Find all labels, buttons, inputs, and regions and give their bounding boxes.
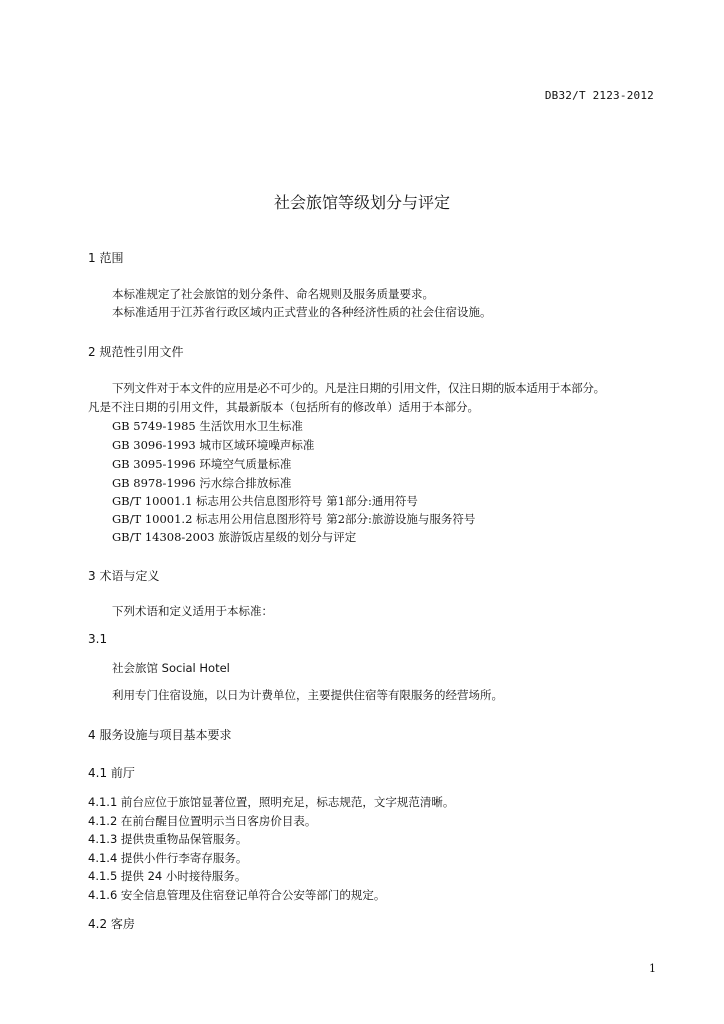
section-heading-4: 4 服务设施与项目基本要求 bbox=[88, 728, 232, 742]
clause-item: 4.1.2 在前台醒目位置明示当日客房价目表。 bbox=[88, 814, 317, 828]
term-definition: 利用专门住宿设施，以日为计费单位，主要提供住宿等有限服务的经营场所。 bbox=[112, 688, 503, 702]
paragraph: 凡是不注日期的引用文件，其最新版本（包括所有的修改单）适用于本部分。 bbox=[88, 400, 479, 414]
section-heading-2: 2 规范性引用文件 bbox=[88, 345, 184, 359]
clause-item: 4.1.3 提供贵重物品保管服务。 bbox=[88, 832, 248, 846]
reference-item: GB 8978-1996 污水综合排放标准 bbox=[112, 476, 292, 490]
section-heading-1: 1 范围 bbox=[88, 251, 124, 265]
paragraph: 本标准适用于江苏省行政区域内正式营业的各种经济性质的社会住宿设施。 bbox=[112, 305, 492, 319]
paragraph: 下列文件对于本文件的应用是必不可少的。凡是注日期的引用文件，仅注日期的版本适用于本部分。 bbox=[112, 381, 605, 395]
page-number: 1 bbox=[649, 962, 656, 975]
reference-item: GB 5749-1985 生活饮用水卫生标准 bbox=[112, 419, 303, 433]
clause-item: 4.1.6 安全信息管理及住宿登记单符合公安等部门的规定。 bbox=[88, 888, 386, 902]
page-title: 社会旅馆等级划分与评定 bbox=[273, 193, 450, 212]
reference-item: GB 3095-1996 环境空气质量标准 bbox=[112, 457, 292, 471]
paragraph: 下列术语和定义适用于本标准： bbox=[112, 604, 273, 618]
reference-item: GB 3096-1993 城市区域环境噪声标准 bbox=[112, 438, 315, 452]
paragraph: 本标准规定了社会旅馆的划分条件、命名规则及服务质量要求。 bbox=[112, 287, 434, 301]
doc-code: DB32/T 2123-2012 bbox=[544, 89, 654, 102]
clause-item: 4.1.1 前台应位于旅馆显著位置，照明充足，标志规范，文字规范清晰。 bbox=[88, 795, 455, 809]
reference-item: GB/T 14308-2003 旅游饭店星级的划分与评定 bbox=[112, 530, 357, 544]
subsection-heading: 4.2 客房 bbox=[88, 917, 135, 931]
clause-item: 4.1.5 提供 24 小时接待服务。 bbox=[88, 869, 247, 883]
reference-item: GB/T 10001.2 标志用公用信息图形符号 第2部分:旅游设施与服务符号 bbox=[112, 512, 476, 526]
term-entry: 社会旅馆 Social Hotel bbox=[112, 661, 230, 675]
clause-item: 4.1.4 提供小件行李寄存服务。 bbox=[88, 851, 248, 865]
subsection-heading: 4.1 前厅 bbox=[88, 766, 135, 780]
section-heading-3: 3 术语与定义 bbox=[88, 569, 160, 583]
subsection-number: 3.1 bbox=[88, 632, 108, 646]
reference-item: GB/T 10001.1 标志用公共信息图形符号 第1部分:通用符号 bbox=[112, 494, 418, 508]
